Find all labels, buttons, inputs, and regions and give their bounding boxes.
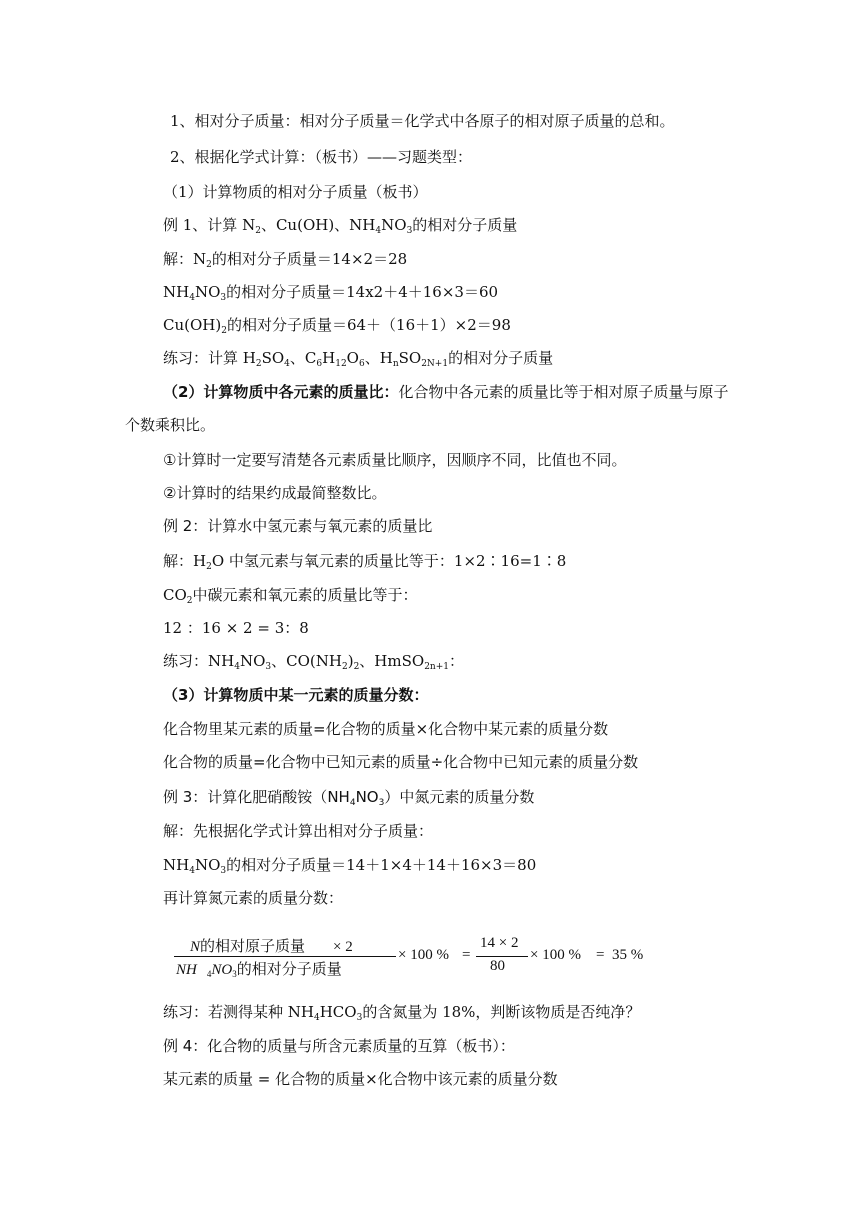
mass-fraction-formula <box>170 930 670 980</box>
line-co2: $CO_2$中碳元素和氧元素的质量比等于： <box>163 586 418 606</box>
fraction-denominator: NH $_4NO_3$的相对分子质量 <box>176 962 342 979</box>
line-exercise-2: 练习：$NH_4NO_3$、$CO(NH_2)_2$、HmSO$_{2n+1}$： <box>163 652 464 672</box>
line-example-4: 例 4：化合物的质量与所含元素质量的互算（板书）： <box>163 1037 515 1055</box>
line-element-mass-formula: 某元素的质量 = 化合物的质量×化合物中该元素的质量分数 <box>163 1070 558 1088</box>
line-element-mass: 化合物里某元素的质量=化合物的质量×化合物中某元素的质量分数 <box>163 720 609 738</box>
line-solution-h2o: 解：$H_2O$ 中氢元素与氧元素的质量比等于：1×2∶16=1∶8 <box>163 552 567 572</box>
times-100-percent-2: × 100 % <box>530 947 581 963</box>
line-definition: 1、相对分子质量：相对分子质量＝化学式中各原子的相对原子质量的总和。 <box>170 112 675 130</box>
equals-sign: = <box>462 947 471 963</box>
line-exercise-3: 练习：若测得某种 $NH_4HCO_3$的含氮量为 18%，判断该物质是否纯净？ <box>163 1003 641 1023</box>
line-example-2: 例 2：计算水中氢元素与氧元素的质量比 <box>163 517 433 535</box>
fraction-2-denominator: 80 <box>490 958 505 974</box>
line-section-1: （1）计算物质的相对分子质量（板书） <box>163 183 428 201</box>
line-solution-n2: 解：$N_2$的相对分子质量＝14×2＝28 <box>163 250 408 270</box>
fraction-numerator: N的相对原子质量 × 2 <box>190 939 353 955</box>
line-nh4no3-mass: $NH_4NO_3$的相对分子质量＝14＋1×4＋14＋16×3＝80 <box>163 856 537 876</box>
line-section-2: （2）计算物质中各元素的质量比：化合物中各元素的质量比等于相对原子质量与原子 <box>163 383 729 401</box>
fraction-2-bar <box>476 956 528 957</box>
fraction-bar <box>174 956 396 957</box>
line-exercise-1: 练习：计算 $H_2SO_4$、$C_6H_{12}O_6$、$H_nSO_{2N+1}$的相对分子质量 <box>163 349 554 369</box>
fraction-2-numerator: 14 × 2 <box>480 935 519 951</box>
line-solution-nh4no3: $NH_4NO_3$的相对分子质量＝14x2＋4＋16×3＝60 <box>163 283 499 303</box>
line-section-2-cont: 个数乘积比。 <box>125 416 216 434</box>
line-example-1: 例 1、计算 $N_2$、Cu(OH)、$NH_4NO_3$的相对分子质量 <box>163 216 518 236</box>
line-note-1: ①计算时一定要写清楚各元素质量比顺序，因顺序不同，比值也不同。 <box>163 451 627 469</box>
line-co2-ratio: 12 ：16 × 2 = 3：8 <box>163 619 309 637</box>
line-calc-types: 2、根据化学式计算：（板书）——习题类型： <box>170 148 473 166</box>
result-value: 35 % <box>612 947 644 963</box>
equals-sign-2: = <box>596 947 605 963</box>
times-100-percent: × 100 % <box>398 947 449 963</box>
line-section-3: （3）计算物质中某一元素的质量分数： <box>163 686 429 704</box>
line-compound-mass: 化合物的质量=化合物中已知元素的质量÷化合物中已知元素的质量分数 <box>163 753 639 771</box>
line-solution-cuoh2: $Cu(OH)_2$的相对分子质量＝64＋（16＋1）×2＝98 <box>163 316 511 336</box>
line-n-fraction: 再计算氮元素的质量分数： <box>163 889 344 907</box>
line-note-2: ②计算时的结果约成最简整数比。 <box>163 484 387 502</box>
line-example-3: 例 3：计算化肥硝酸铵$(NH_4NO_3)$中氮元素的质量分数 <box>163 788 535 808</box>
line-solution-step: 解：先根据化学式计算出相对分子质量： <box>163 822 434 840</box>
